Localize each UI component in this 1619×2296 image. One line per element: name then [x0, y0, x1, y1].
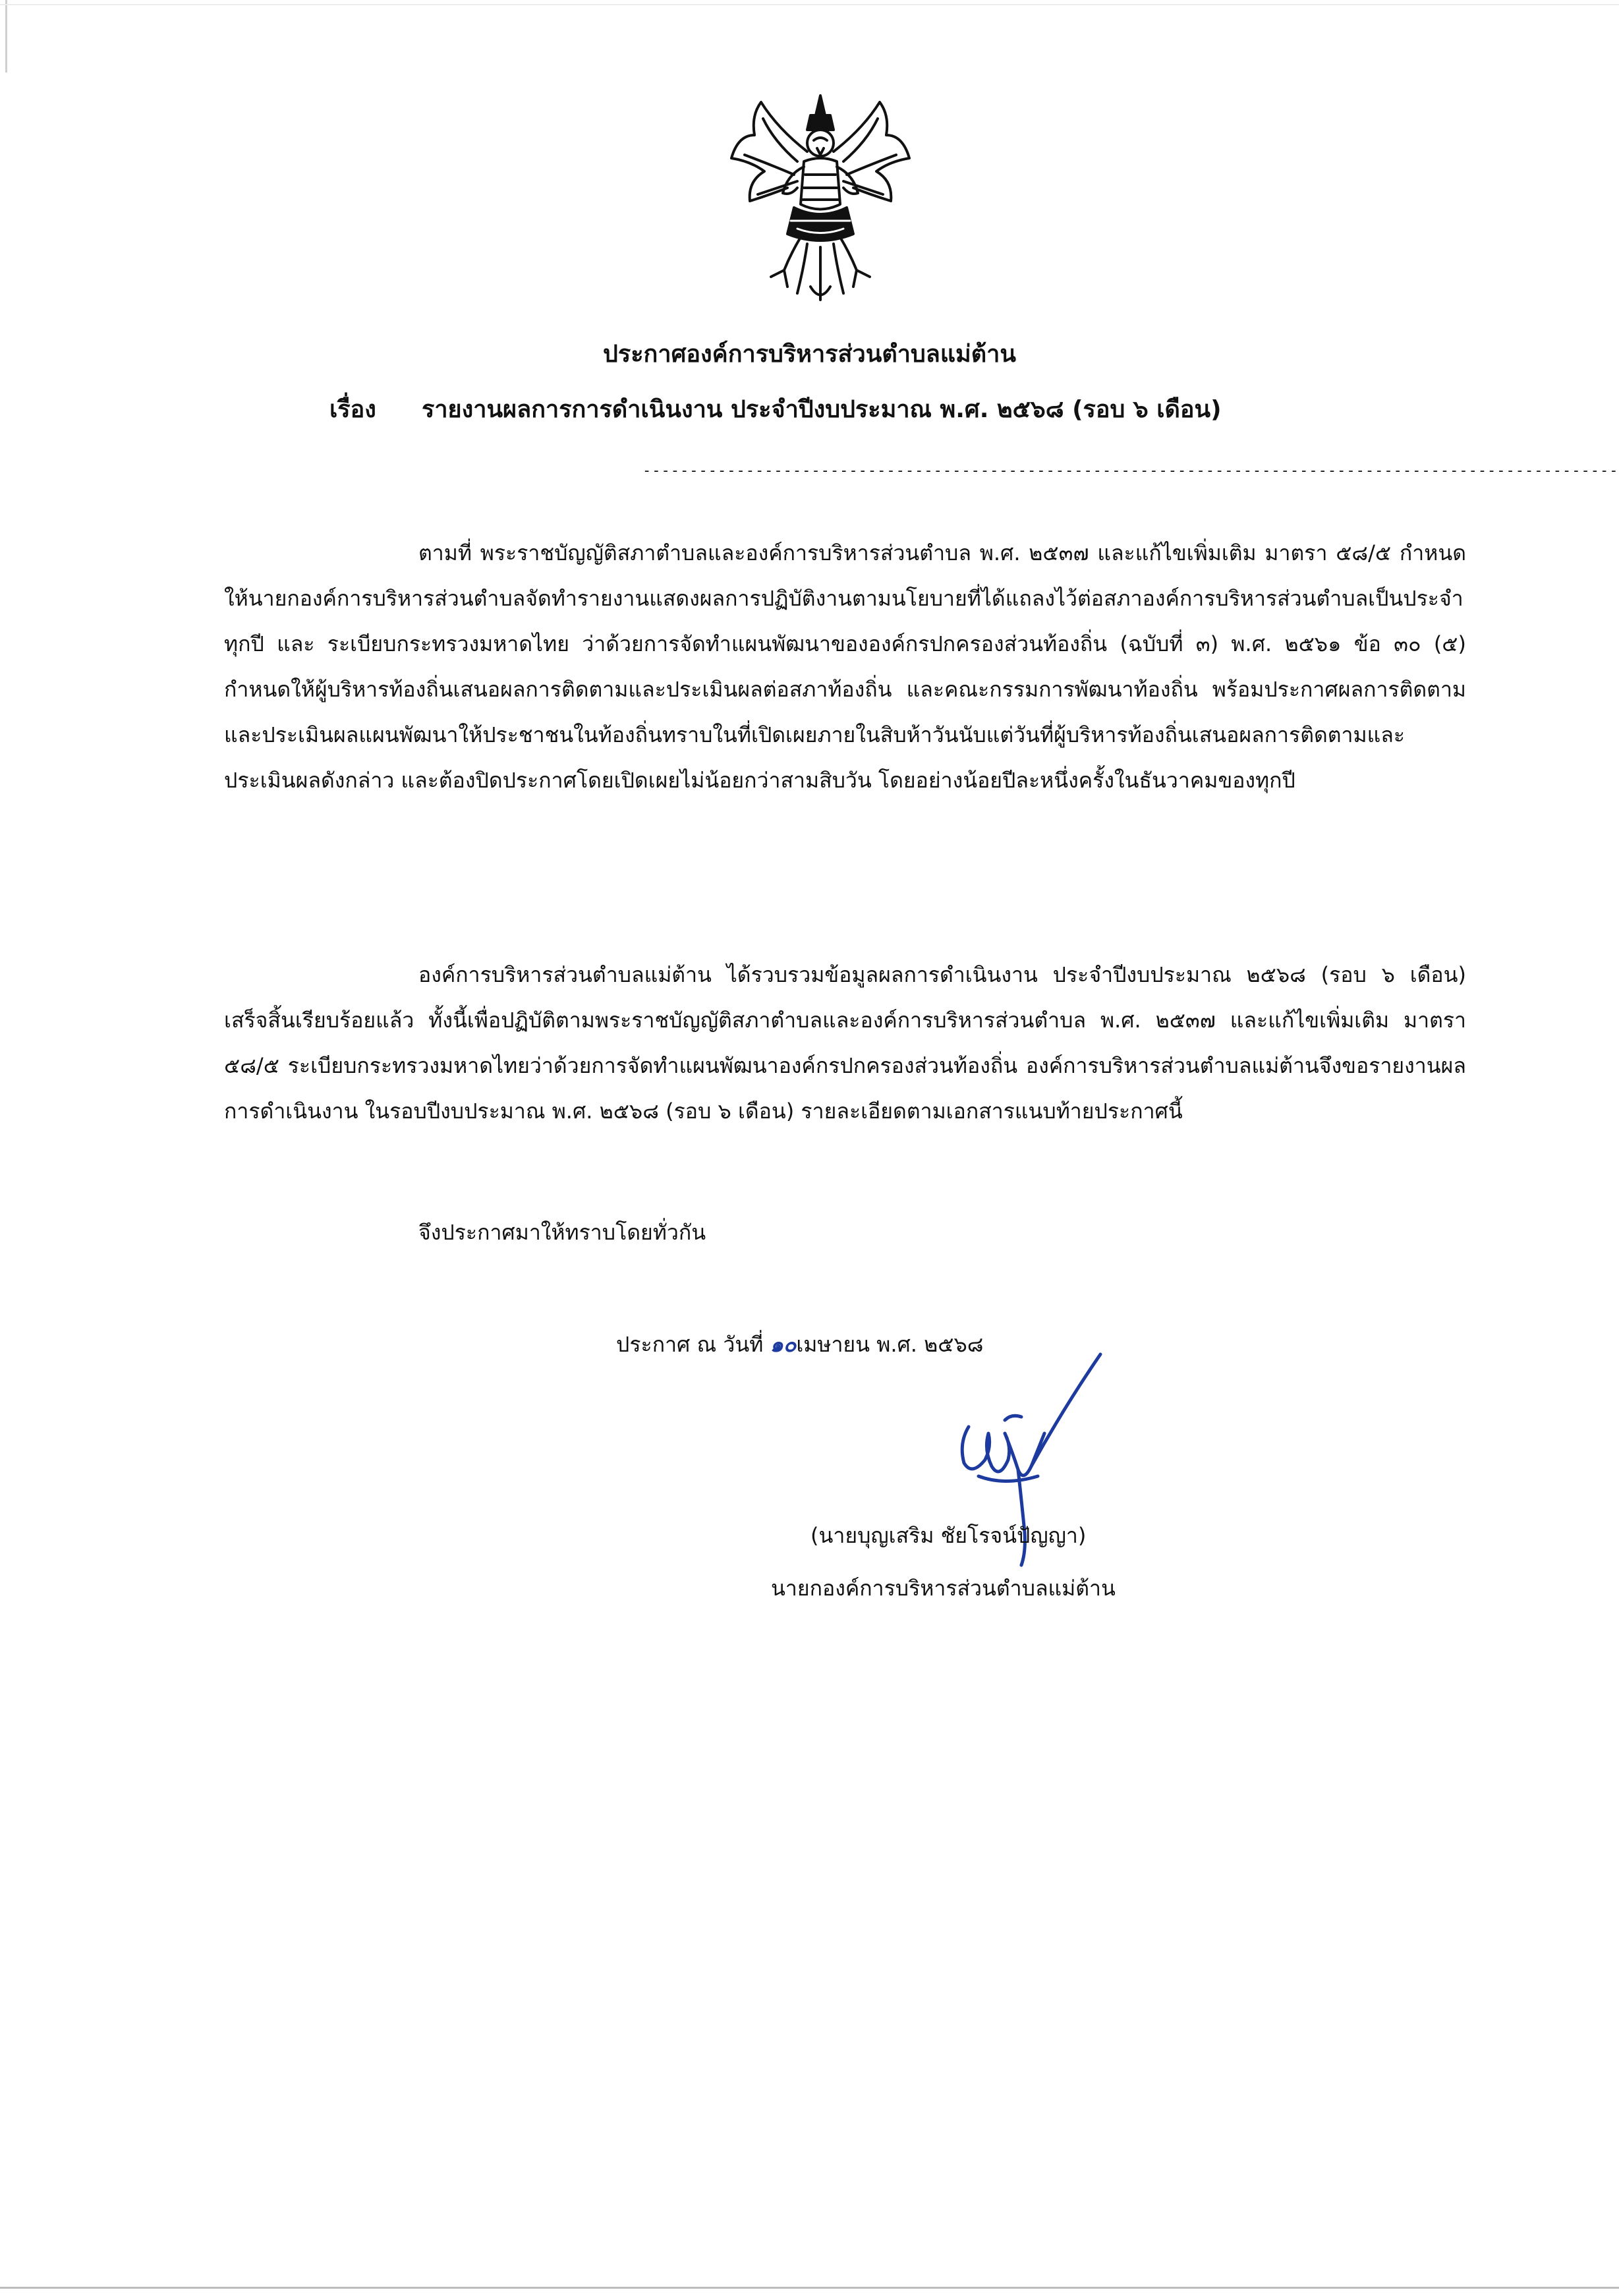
subject-label: เรื่อง — [329, 396, 376, 423]
body-paragraph-2: องค์การบริหารส่วนตำบลแม่ต้าน ได้รวบรวมข้อมูลผลการดำเนินงาน ประจำปีงบประมาณ ๒๕๖๘ (รอบ ๖ เดือน) เสร็จสิ้นเรียบร้อยแล้ว ทั้งนี้เพื่อปฏิบัติตามพระราชบัญญัติสภาตำบลและองค์การบริหารส่วนตำบล พ.ศ. ๒๕๓๗ และแก้ไขเพิ่มเติม มาตรา ๕๘/๕ ระเบียบกระทรวงมหาดไทยว่าด้วยการจัดทำแผนพัฒนาองค์กรปกครองส่วนท้องถิ่น องค์การบริหารส่วนตำบลแม่ต้านจึงขอรายงานผลการดำเนินงาน ในรอบปีงบประมาณ พ.ศ. ๒๕๖๘ (รอบ ๖ เดือน) รายละเอียดตามเอกสารแนบท้ายประกาศนี้ — [224, 962, 1467, 1124]
body-paragraph-1: ตามที่ พระราชบัญญัติสภาตำบลและองค์การบริหารส่วนตำบล พ.ศ. ๒๕๓๗ และแก้ไขเพิ่มเติม มาตรา ๕๘/๕ กำหนดให้นายกองค์การบริหารส่วนตำบลจัดทำรายงานแสดงผลการปฏิบัติงานตามนโยบายที่ได้แถลงไว้ต่อสภาองค์การบริหารส่วนตำบลเป็นประจำทุกปี และ ระเบียบกระทรวงมหาดไทย ว่าด้วยการจัดทำแผนพัฒนาขององค์กรปกครองส่วนท้องถิ่น (ฉบับที่ ๓) พ.ศ. ๒๕๖๑ ข้อ ๓๐ (๕) กำหนดให้ผู้บริหารท้องถิ่นเสนอผลการติดตามและประเมินผลต่อสภาท้องถิ่น และคณะกรรมการพัฒนาท้องถิ่น พร้อมประกาศผลการติดตามและประเมินผลแผนพัฒนาให้ประชาชนในท้องถิ่นทราบในที่เปิดเผยภายในสิบห้าวันนับแต่วันที่ผู้บริหารท้องถิ่นเสนอผลการติดตามและประเมินผลดังกล่าว และต้องปิดประกาศโดยเปิดเผยไม่น้อยกว่าสามสิบวัน โดยอย่างน้อยปีละหนึ่งครั้งในธันวาคมของทุกปี — [224, 540, 1467, 793]
document-title: ประกาศองค์การบริหารส่วนตำบลแม่ต้าน — [603, 341, 1016, 368]
signatory-name: (นายบุญเสริม ชัยโรจน์ปัญญา) — [810, 1523, 1087, 1548]
scan-edge-bottom — [0, 2287, 1619, 2289]
document-subject — [329, 390, 1450, 430]
scan-edge-left — [5, 0, 7, 72]
signatory-position: นายกองค์การบริหารส่วนตำบลแม่ต้าน — [771, 1576, 1116, 1601]
scan-edge-top — [0, 4, 1619, 5]
subject-text: รายงานผลการการดำเนินงาน ประจำปีงบประมาณ พ.ศ. ๒๕๖๘ (รอบ ๖ เดือน) — [422, 396, 1222, 423]
garuda-emblem-icon — [725, 89, 916, 306]
date-prefix: ประกาศ ณ วันที่ — [616, 1332, 764, 1357]
date-month-year: เมษายน พ.ศ. ๒๕๖๘ — [796, 1332, 984, 1357]
separator-line: -------------------------------------------------------------------------------------------------------- — [642, 463, 1619, 479]
closing-statement: จึงประกาศมาให้ทราบโดยทั่วกัน — [418, 1220, 706, 1245]
date-day-handwritten: ๑๐ — [770, 1332, 797, 1357]
